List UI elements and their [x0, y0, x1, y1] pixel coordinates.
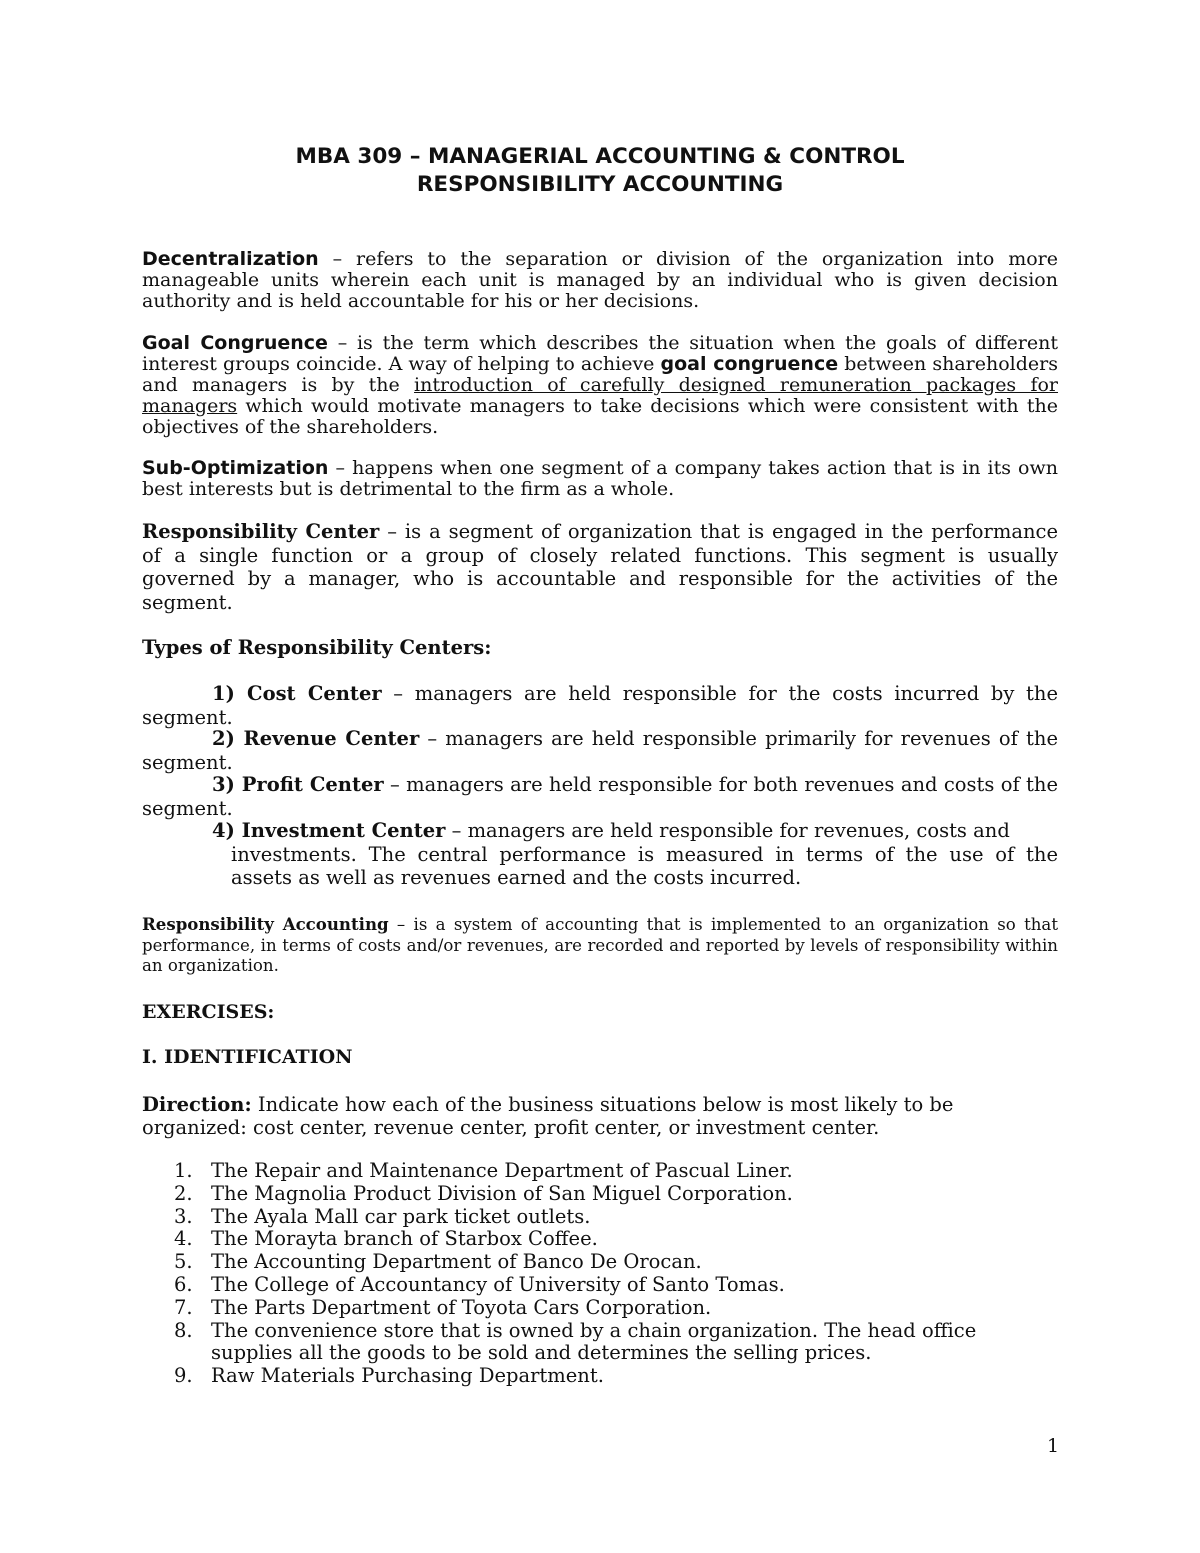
topic-title: RESPONSIBILITY ACCOUNTING — [416, 172, 784, 197]
type-label-profit-center: 3) Profit Center — [212, 773, 384, 796]
list-item — [142, 1365, 1058, 1388]
direction-paragraph — [142, 1093, 1058, 1139]
exercises-heading: EXERCISES: — [142, 1001, 275, 1023]
list-item-number: 6. — [174, 1272, 193, 1296]
decentralization-definition: – refers to the separation or division of the organization into more manageable units wherein each unit is managed by an individual who is given decision authority and is held accountable for his or her decisions. — [142, 248, 1058, 312]
sub-optimization-definition: – happens when one segment of a company takes action that is in its own best interests but is detrimental to the firm as a whole. — [142, 457, 1058, 500]
goal-congruence-term: Goal Congruence — [142, 332, 328, 354]
type-text-revenue-center: – managers are held responsible primarily for revenues of the segment. — [142, 727, 1058, 774]
list-item-text: The College of Accountancy of University of Santo Tomas. — [211, 1272, 785, 1296]
list-item — [142, 1228, 1058, 1251]
list-item-number: 4. — [174, 1227, 193, 1251]
list-item — [142, 1160, 1058, 1183]
list-item — [142, 1297, 1058, 1320]
goal-congruence-bold-phrase: goal congruence — [660, 353, 839, 375]
identification-list — [142, 1160, 1058, 1388]
course-title: MBA 309 – MANAGERIAL ACCOUNTING & CONTROL — [295, 144, 905, 169]
decentralization-paragraph — [142, 249, 1058, 312]
decentralization-term: Decentralization — [142, 248, 319, 270]
direction-label: Direction: — [142, 1093, 252, 1116]
type-text-profit-center: – managers are held responsible for both revenues and costs of the segment. — [142, 773, 1058, 820]
list-item-number: 1. — [174, 1159, 193, 1182]
list-item-text: Raw Materials Purchasing Department. — [211, 1364, 604, 1388]
page-number: 1 — [1047, 1435, 1060, 1457]
responsibility-center-term: Responsibility Center — [142, 520, 380, 543]
type-label-revenue-center: 2) Revenue Center — [212, 727, 420, 750]
list-item-text: The Accounting Department of Banco De Orocan. — [211, 1250, 702, 1274]
goal-congruence-paragraph — [142, 333, 1058, 438]
list-item — [142, 1206, 1058, 1229]
type-text-investment-center: – managers are held responsible for revenues, costs and — [445, 819, 1010, 842]
remuneration-underlined-phrase: introduction of carefully designed remuneration packages for managers — [142, 374, 1059, 417]
list-item-number: 3. — [174, 1204, 193, 1228]
goal-congruence-text-2: between shareholders and managers is by the — [142, 353, 1058, 396]
list-item-number: 7. — [174, 1295, 193, 1319]
responsibility-accounting-paragraph — [142, 914, 1058, 977]
responsibility-accounting-definition: – is a system of accounting that is implemented to an organization so that performance, in terms of costs and/or revenues, are recorded and reported by levels of responsibility within an organization. — [142, 915, 1058, 975]
list-item — [142, 1274, 1058, 1297]
list-item-text: The Repair and Maintenance Department of Pascual Liner. — [211, 1159, 793, 1182]
goal-congruence-text-3: which would motivate managers to take decisions which were consistent with the objectives of the shareholders. — [142, 395, 1058, 438]
direction-text-line1: Indicate how each of the business situations below is most likely to be — [251, 1093, 954, 1116]
identification-heading: I. IDENTIFICATION — [142, 1046, 353, 1068]
list-item-text: The Magnolia Product Division of San Miguel Corporation. — [211, 1181, 793, 1205]
type-item-investment-center — [212, 819, 1058, 890]
responsibility-accounting-term: Responsibility Accounting — [142, 914, 389, 934]
direction-text-line2: organized: cost center, revenue center, profit center, or investment center. — [142, 1116, 880, 1139]
goal-congruence-text-1: – is the term which describes the situation when the goals of different interest groups coincide. A way of helping to achieve — [142, 332, 1058, 375]
list-item-number: 9. — [174, 1364, 193, 1388]
sub-optimization-term: Sub-Optimization — [142, 457, 329, 479]
responsibility-center-definition: – is a segment of organization that is engaged in the performance of a single function or a group of closely related functions. This segment is usually governed by a manager, who is accountable and responsible for the activities of the segment. — [142, 520, 1058, 614]
list-item-number: 5. — [174, 1250, 193, 1274]
list-item-number: 2. — [174, 1181, 193, 1205]
type-label-investment-center: 4) Investment Center — [212, 819, 446, 842]
list-item-number: 8. — [174, 1318, 193, 1342]
list-item-text: The Parts Department of Toyota Cars Corporation. — [211, 1295, 712, 1319]
sub-optimization-paragraph — [142, 458, 1058, 500]
type-label-cost-center: 1) Cost Center — [212, 682, 382, 705]
list-item-text: The Morayta branch of Starbox Coffee. — [211, 1227, 598, 1251]
list-item — [142, 1183, 1058, 1206]
type-text-cost-center: – managers are held responsible for the costs incurred by the segment. — [142, 682, 1058, 729]
responsibility-center-paragraph — [142, 520, 1058, 614]
list-item — [142, 1320, 1058, 1366]
list-item-text: The convenience store that is owned by a chain organization. The head office supplies all the goods to be sold and determines the selling prices. — [211, 1318, 977, 1365]
type-text-investment-center-continuation: investments. The central performance is measured in terms of the use of the assets as well as revenues earned and the costs incurred. — [231, 842, 1058, 889]
list-item — [142, 1251, 1058, 1274]
type-item-cost-center — [142, 682, 1058, 729]
list-item-text: The Ayala Mall car park ticket outlets. — [211, 1204, 591, 1228]
type-item-profit-center — [142, 773, 1058, 820]
type-item-revenue-center — [142, 727, 1058, 774]
types-heading: Types of Responsibility Centers: — [142, 636, 492, 659]
